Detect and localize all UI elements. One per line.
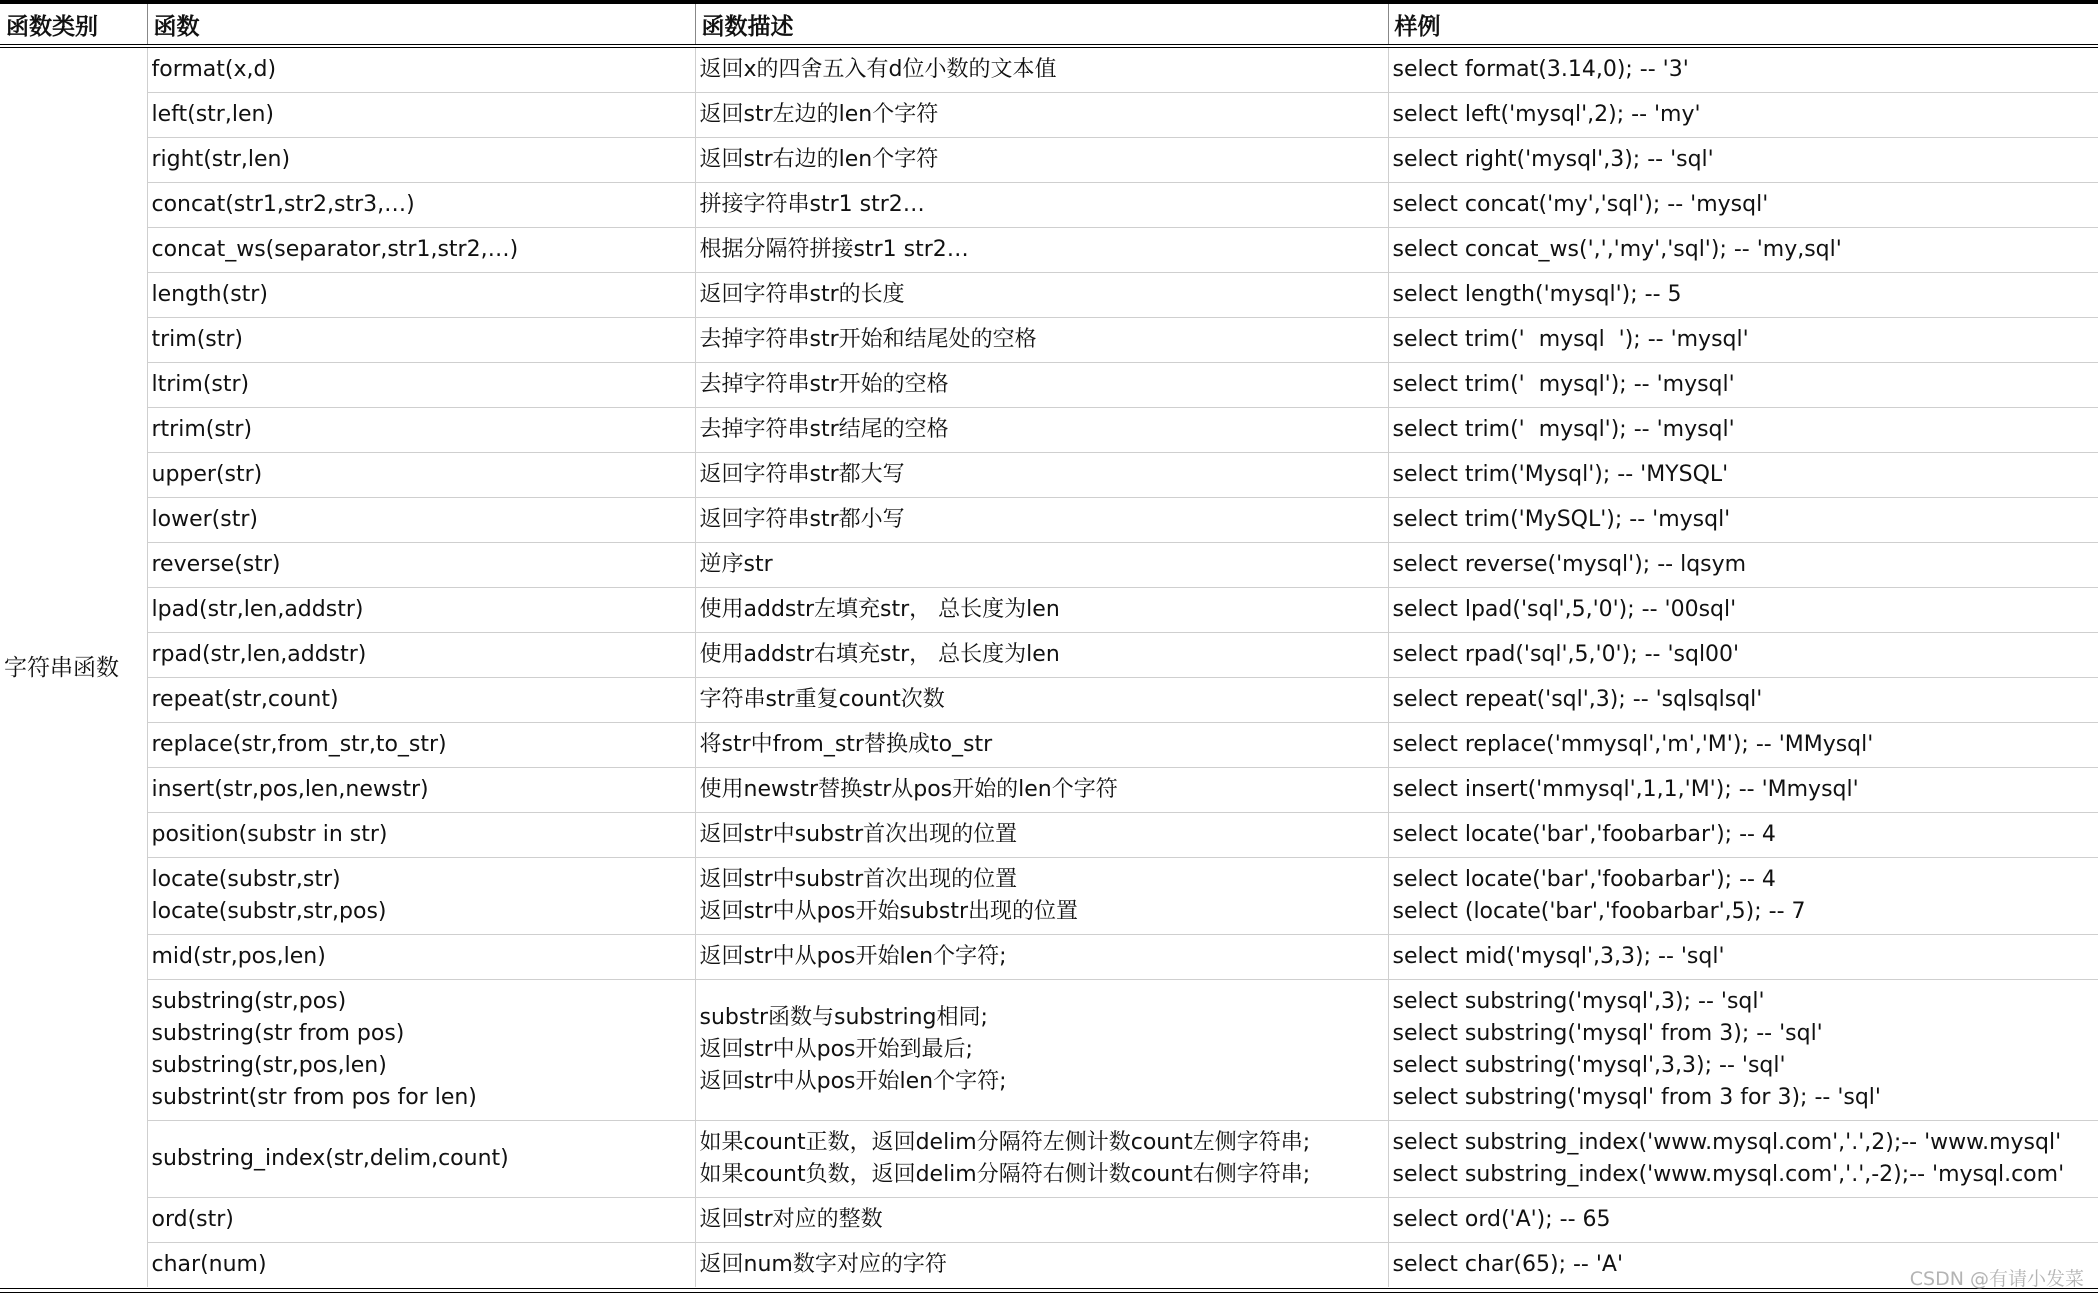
description-cell [695, 980, 1388, 1121]
function-cell-line: char(num) [151, 1252, 267, 1277]
function-cell-line: concat_ws(separator,str1,str2,…) [151, 237, 519, 262]
example-cell-line: select right('mysql',3); -- 'sql' [1392, 147, 1714, 172]
function-cell [147, 498, 695, 543]
function-cell [147, 363, 695, 408]
description-cell-line: 返回num数字对应的字符 [699, 1252, 947, 1277]
example-cell-line: select substring('mysql' from 3 for 3); -- 'sql' [1392, 1085, 1881, 1110]
function-cell-line: position(substr in str) [151, 822, 388, 847]
description-cell-line: 使用newstr替换str从pos开始的len个字符 [699, 777, 1118, 802]
table-row [0, 678, 2098, 723]
description-cell-line: 返回字符串str的长度 [699, 282, 905, 307]
description-cell-line: 去掉字符串str开始的空格 [699, 372, 949, 397]
example-cell [1388, 1198, 2098, 1243]
example-cell [1388, 588, 2098, 633]
function-cell [147, 980, 695, 1121]
description-cell [695, 318, 1388, 363]
description-cell [695, 363, 1388, 408]
header-row [0, 4, 2098, 46]
description-cell-line: 返回str中substr首次出现的位置 [699, 867, 1018, 892]
description-cell [695, 768, 1388, 813]
table-row [0, 408, 2098, 453]
function-cell-line: locate(substr,str,pos) [151, 899, 387, 924]
description-cell [695, 453, 1388, 498]
function-cell [147, 678, 695, 723]
function-cell-line: substring(str from pos) [151, 1021, 405, 1046]
example-cell [1388, 93, 2098, 138]
description-cell-line: 返回x的四舍五入有d位小数的文本值 [699, 57, 1057, 82]
header-function: 函数 [147, 4, 695, 46]
table-row [0, 768, 2098, 813]
example-cell-line: select length('mysql'); -- 5 [1392, 282, 1682, 307]
example-cell-line: select trim(' mysql'); -- 'mysql' [1392, 417, 1735, 442]
example-cell [1388, 858, 2098, 935]
header-category: 函数类别 [0, 4, 147, 46]
function-cell [147, 1243, 695, 1288]
description-cell-line: 使用addstr左填充str， 总长度为len [699, 597, 1060, 622]
description-cell-line: 返回str中从pos开始len个字符; [699, 944, 1007, 969]
function-cell-line: length(str) [151, 282, 268, 307]
example-cell [1388, 228, 2098, 273]
example-cell-line: select left('mysql',2); -- 'my' [1392, 102, 1701, 127]
description-cell-line: 将str中from_str替换成to_str [699, 732, 993, 757]
function-cell [147, 318, 695, 363]
function-table [0, 4, 2098, 1287]
example-cell [1388, 138, 2098, 183]
function-cell-line: substring_index(str,delim,count) [151, 1146, 509, 1171]
function-cell-line: repeat(str,count) [151, 687, 339, 712]
example-cell [1388, 543, 2098, 588]
description-cell-line: substr函数与substring相同; [699, 1005, 988, 1030]
header-description: 函数描述 [695, 4, 1388, 46]
function-cell-line: substring(str,pos,len) [151, 1053, 387, 1078]
description-cell [695, 935, 1388, 980]
header-example: 样例 [1388, 4, 2098, 46]
function-cell [147, 46, 695, 93]
example-cell [1388, 453, 2098, 498]
description-cell-line: 返回str对应的整数 [699, 1207, 883, 1232]
example-cell-line: select reverse('mysql'); -- lqsym [1392, 552, 1747, 577]
function-cell [147, 273, 695, 318]
description-cell-line: 返回str右边的len个字符 [699, 147, 939, 172]
function-cell-line: trim(str) [151, 327, 244, 352]
description-cell-line: 去掉字符串str结尾的空格 [699, 417, 949, 442]
table-row [0, 543, 2098, 588]
table-row [0, 858, 2098, 935]
example-cell [1388, 363, 2098, 408]
example-cell-line: select repeat('sql',3); -- 'sqlsqlsql' [1392, 687, 1763, 712]
example-cell-line: select substring_index('www.mysql.com','.',-2);-- 'mysql.com' [1392, 1162, 2065, 1187]
table-row [0, 633, 2098, 678]
function-table-wrapper [0, 4, 2098, 1287]
function-cell [147, 858, 695, 935]
table-row [0, 453, 2098, 498]
description-cell-line: 如果count负数，返回delim分隔符右侧计数count右侧字符串; [699, 1162, 1311, 1187]
example-cell-line: select substring('mysql' from 3); -- 'sql' [1392, 1021, 1823, 1046]
example-cell-line: select substring_index('www.mysql.com','.',2);-- 'www.mysql' [1392, 1130, 2062, 1155]
example-cell-line: select (locate('bar','foobarbar',5); -- 7 [1392, 899, 1806, 924]
example-cell-line: select locate('bar','foobarbar'); -- 4 [1392, 867, 1776, 892]
example-cell-line: select replace('mmysql','m','M'); -- 'MMysql' [1392, 732, 1874, 757]
description-cell-line: 使用addstr右填充str， 总长度为len [699, 642, 1060, 667]
watermark: CSDN @有请小发菜 [1909, 1268, 2084, 1290]
example-cell-line: select lpad('sql',5,'0'); -- '00sql' [1392, 597, 1737, 622]
example-cell [1388, 678, 2098, 723]
example-cell-line: select substring('mysql',3); -- 'sql' [1392, 989, 1765, 1014]
description-cell [695, 228, 1388, 273]
function-cell-line: upper(str) [151, 462, 263, 487]
example-cell [1388, 1121, 2098, 1198]
description-cell [695, 273, 1388, 318]
function-cell [147, 633, 695, 678]
function-cell-line: lpad(str,len,addstr) [151, 597, 364, 622]
function-cell-line: right(str,len) [151, 147, 291, 172]
example-cell-line: select trim('Mysql'); -- 'MYSQL' [1392, 462, 1729, 487]
table-body [0, 46, 2098, 1287]
example-cell [1388, 318, 2098, 363]
table-row [0, 93, 2098, 138]
example-cell [1388, 498, 2098, 543]
function-cell [147, 768, 695, 813]
example-cell [1388, 768, 2098, 813]
description-cell-line: 返回str中从pos开始substr出现的位置 [699, 899, 1079, 924]
description-cell-line: 返回str中substr首次出现的位置 [699, 822, 1018, 847]
table-row [0, 1198, 2098, 1243]
function-cell [147, 588, 695, 633]
table-row [0, 1121, 2098, 1198]
function-cell [147, 935, 695, 980]
function-cell [147, 228, 695, 273]
table-row [0, 138, 2098, 183]
example-cell-line: select mid('mysql',3,3); -- 'sql' [1392, 944, 1725, 969]
description-cell [695, 678, 1388, 723]
function-cell-line: format(x,d) [151, 57, 277, 82]
example-cell-line: select ord('A'); -- 65 [1392, 1207, 1611, 1232]
description-cell-line: 去掉字符串str开始和结尾处的空格 [699, 327, 1037, 352]
table-row [0, 228, 2098, 273]
example-cell [1388, 935, 2098, 980]
example-cell-line: select substring('mysql',3,3); -- 'sql' [1392, 1053, 1786, 1078]
category-cell: 字符串函数 [0, 46, 147, 1287]
description-cell [695, 813, 1388, 858]
table-row [0, 363, 2098, 408]
table-bottom-rule [0, 1288, 2098, 1293]
example-cell [1388, 633, 2098, 678]
function-cell-line: ord(str) [151, 1207, 234, 1232]
table-row [0, 273, 2098, 318]
function-cell [147, 1198, 695, 1243]
description-cell [695, 588, 1388, 633]
table-row [0, 183, 2098, 228]
function-cell-line: ltrim(str) [151, 372, 250, 397]
table-row [0, 498, 2098, 543]
function-cell-line: replace(str,from_str,to_str) [151, 732, 447, 757]
function-cell [147, 723, 695, 768]
description-cell [695, 543, 1388, 588]
table-row [0, 318, 2098, 363]
example-cell-line: select trim(' mysql '); -- 'mysql' [1392, 327, 1749, 352]
example-cell [1388, 46, 2098, 93]
function-cell [147, 1121, 695, 1198]
example-cell-line: select concat('my','sql'); -- 'mysql' [1392, 192, 1769, 217]
function-cell-line: insert(str,pos,len,newstr) [151, 777, 429, 802]
function-cell [147, 453, 695, 498]
description-cell-line: 返回str中从pos开始len个字符; [699, 1069, 1007, 1094]
function-cell [147, 138, 695, 183]
example-cell [1388, 723, 2098, 768]
example-cell [1388, 183, 2098, 228]
example-cell-line: select format(3.14,0); -- '3' [1392, 57, 1689, 82]
description-cell-line: 返回str左边的len个字符 [699, 102, 939, 127]
example-cell [1388, 408, 2098, 453]
description-cell [695, 498, 1388, 543]
function-cell [147, 183, 695, 228]
example-cell [1388, 980, 2098, 1121]
example-cell [1388, 273, 2098, 318]
example-cell-line: select rpad('sql',5,'0'); -- 'sql00' [1392, 642, 1740, 667]
description-cell [695, 1243, 1388, 1288]
description-cell [695, 1121, 1388, 1198]
description-cell-line: 根据分隔符拼接str1 str2… [699, 237, 969, 262]
description-cell [695, 408, 1388, 453]
function-cell-line: substring(str,pos) [151, 989, 347, 1014]
table-row [0, 46, 2098, 93]
description-cell [695, 1198, 1388, 1243]
description-cell-line: 返回字符串str都大写 [699, 462, 905, 487]
function-cell [147, 408, 695, 453]
function-cell-line: rtrim(str) [151, 417, 253, 442]
table-row [0, 813, 2098, 858]
table-row [0, 588, 2098, 633]
description-cell [695, 93, 1388, 138]
description-cell-line: 拼接字符串str1 str2… [699, 192, 925, 217]
example-cell-line: select trim(' mysql'); -- 'mysql' [1392, 372, 1735, 397]
description-cell-line: 返回str中从pos开始到最后; [699, 1037, 973, 1062]
description-cell [695, 633, 1388, 678]
description-cell-line: 字符串str重复count次数 [699, 687, 945, 712]
example-cell [1388, 813, 2098, 858]
example-cell-line: select locate('bar','foobarbar'); -- 4 [1392, 822, 1776, 847]
example-cell-line: select concat_ws(',','my','sql'); -- 'my,sql' [1392, 237, 1842, 262]
table-row [0, 980, 2098, 1121]
function-cell-line: lower(str) [151, 507, 258, 532]
example-cell-line: select trim('MySQL'); -- 'mysql' [1392, 507, 1731, 532]
description-cell [695, 183, 1388, 228]
function-cell-line: substrint(str from pos for len) [151, 1085, 477, 1110]
function-cell-line: mid(str,pos,len) [151, 944, 326, 969]
table-row [0, 723, 2098, 768]
table-row [0, 935, 2098, 980]
function-cell [147, 93, 695, 138]
function-cell-line: concat(str1,str2,str3,…) [151, 192, 415, 217]
description-cell-line: 返回字符串str都小写 [699, 507, 905, 532]
description-cell [695, 46, 1388, 93]
description-cell [695, 858, 1388, 935]
function-cell-line: locate(substr,str) [151, 867, 341, 892]
function-cell-line: reverse(str) [151, 552, 281, 577]
function-cell-line: rpad(str,len,addstr) [151, 642, 367, 667]
function-cell [147, 813, 695, 858]
description-cell [695, 723, 1388, 768]
function-cell [147, 543, 695, 588]
example-cell-line: select insert('mmysql',1,1,'M'); -- 'Mmysql' [1392, 777, 1859, 802]
description-cell [695, 138, 1388, 183]
table-row [0, 1243, 2098, 1288]
description-cell-line: 逆序str [699, 552, 773, 577]
function-cell-line: left(str,len) [151, 102, 275, 127]
description-cell-line: 如果count正数，返回delim分隔符左侧计数count左侧字符串; [699, 1130, 1311, 1155]
example-cell-line: select char(65); -- 'A' [1392, 1252, 1624, 1277]
